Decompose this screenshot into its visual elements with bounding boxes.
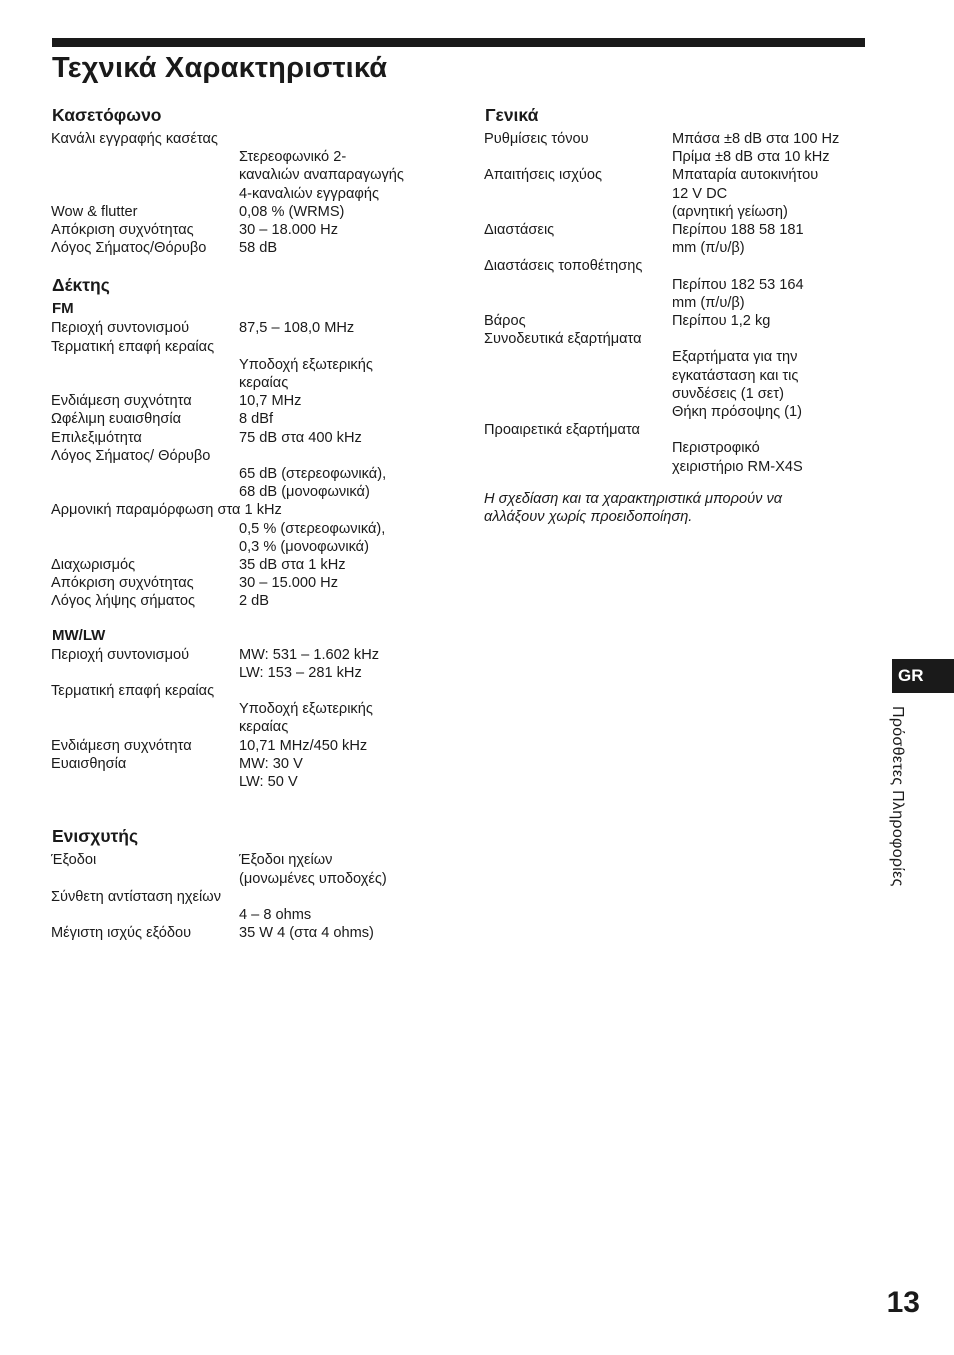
spec-value: 0,5 % (στερεοφωνικά), 0,3 % (μονοφωνικά) <box>239 520 386 555</box>
spec-label: Βάρος <box>484 313 526 330</box>
spec-value: Περιστροφικό χειριστήριο RM-X4S <box>672 440 803 475</box>
spec-label: Κανάλι εγγραφής κασέτας <box>51 131 218 147</box>
spec-value: 10,71 MHz/450 kHz <box>239 737 368 754</box>
spec-value: 2 dB <box>239 593 270 610</box>
spec-row <box>51 888 451 906</box>
spec-row <box>51 239 451 257</box>
spec-value: Μπάσα ±8 dB στα 100 Hz Πρίμα ±8 dB στα 10 kHz <box>672 131 840 166</box>
spec-label: Περιοχή συντονισμού <box>51 320 190 337</box>
spec-row <box>484 439 874 475</box>
spec-row <box>51 520 451 556</box>
spec-label: Διαστάσεις <box>484 222 555 239</box>
spec-row <box>484 348 874 421</box>
spec-row <box>484 421 874 439</box>
spec-label: Τερματική επαφή κεραίας <box>51 338 215 355</box>
language-tab: GR <box>892 659 954 693</box>
spec-value: Εξαρτήματα για την εγκατάσταση και τις συνδέσεις (1 σετ) Θήκη πρόσοψης (1) <box>672 349 802 421</box>
spec-row <box>51 130 451 148</box>
spec-value: Υποδοχή εξωτερικής κεραίας <box>239 356 373 392</box>
spec-value: MW: 30 V LW: 50 V <box>239 755 303 791</box>
spec-label: Έξοδοι <box>51 852 97 869</box>
spec-label: Επιλεξιμότητα <box>51 429 142 446</box>
spec-label: Σύνθετη αντίσταση ηχείων <box>51 888 221 905</box>
tuner-section <box>51 274 451 791</box>
spec-row <box>51 148 451 203</box>
spec-row <box>51 410 451 428</box>
spec-row <box>51 338 451 356</box>
spec-label: Ευαισθησία <box>51 755 127 772</box>
spec-label: Μέγιστη ισχύς εξόδου <box>51 925 192 942</box>
spec-value: MW: 531 – 1.602 kHz LW: 153 – 281 kHz <box>239 646 380 681</box>
spec-label: Τερματική επαφή κεραίας <box>51 683 215 700</box>
spec-row <box>51 737 451 755</box>
spec-row <box>484 221 874 257</box>
spec-value: Περίπου 188 58 181 mm (π/υ/β) <box>672 222 804 257</box>
spec-label: Απόκριση συχνότητας <box>51 222 194 239</box>
spec-row <box>484 276 874 312</box>
spec-row <box>484 330 874 348</box>
spec-value: 65 dB (στερεοφωνικά), 68 dB (μονοφωνικά) <box>239 466 387 501</box>
spec-row <box>51 392 451 410</box>
spec-label: Ωφέλιμη ευαισθησία <box>51 411 182 428</box>
spec-value: 35 dB στα 1 kHz <box>239 557 346 574</box>
header-rule <box>52 38 865 47</box>
spec-label: Προαιρετικά εξαρτήματα <box>484 422 640 439</box>
spec-label: Περιοχή συντονισμού <box>51 646 190 663</box>
spec-label: Ρυθμίσεις τόνου <box>484 131 589 147</box>
spec-row <box>51 646 451 682</box>
spec-row <box>51 429 451 447</box>
left-column <box>51 104 451 942</box>
amplifier-section <box>51 825 451 942</box>
spec-label: Ενδιάμεση συχνότητα <box>51 393 192 410</box>
spec-row <box>51 203 451 221</box>
cassette-title: Κασετόφωνο <box>52 105 162 125</box>
spec-row <box>51 221 451 239</box>
spec-row <box>51 906 451 924</box>
spec-value: 0,08 % (WRMS) <box>239 203 345 220</box>
spec-label: Αρμονική παραμόρφωση στα 1 kHz <box>51 502 282 519</box>
spec-row <box>51 755 451 791</box>
spec-value: 75 dB στα 400 kHz <box>239 429 362 446</box>
spec-row <box>51 501 451 519</box>
spec-label: Συνοδευτικά εξαρτήματα <box>484 331 642 348</box>
spec-row <box>484 312 874 330</box>
page-title: Τεχνικά Χαρακτηριστικά <box>52 52 388 84</box>
spec-row <box>51 447 451 465</box>
spec-row <box>51 682 451 700</box>
spec-label: Ενδιάμεση συχνότητα <box>51 737 192 754</box>
fm-title: FM <box>52 300 74 318</box>
spec-value: Μπαταρία αυτοκινήτου 12 V DC (αρνητική γείωση) <box>672 167 819 220</box>
spec-value: 30 – 15.000 Hz <box>239 575 338 592</box>
spec-row <box>51 592 451 610</box>
spec-row <box>51 556 451 574</box>
spec-row <box>484 257 874 275</box>
spec-value: Έξοδοι ηχείων (μονωμένες υποδοχές) <box>239 852 387 887</box>
spec-value: Περίπου 1,2 kg <box>672 313 771 330</box>
spec-value: 10,7 MHz <box>239 393 302 410</box>
amplifier-title: Ενισχυτής <box>52 826 139 847</box>
spec-label: Απαιτήσεις ισχύος <box>484 167 603 184</box>
spec-value: Στερεοφωνικό 2- καναλιών αναπαραγωγής 4-καναλιών εγγραφής <box>239 149 404 202</box>
tuner-title: Δέκτης <box>52 275 110 296</box>
right-column <box>484 104 874 527</box>
spec-row <box>51 356 451 392</box>
spec-label: Διαστάσεις τοποθέτησης <box>484 258 643 275</box>
spec-row <box>51 319 451 337</box>
spec-row <box>51 574 451 592</box>
spec-label: Λόγος λήψης σήματος <box>51 593 196 610</box>
spec-value: 87,5 – 108,0 MHz <box>239 320 355 337</box>
spec-value: 30 – 18.000 Hz <box>239 222 338 239</box>
spec-label: Απόκριση συχνότητας <box>51 575 194 592</box>
spec-value: Περίπου 182 53 164 mm (π/υ/β) <box>672 276 804 311</box>
spec-row <box>51 700 451 736</box>
spec-row <box>484 166 874 221</box>
spec-label: Λόγος Σήματος/ Θόρυβο <box>51 447 211 464</box>
spec-label: Διαχωρισμός <box>51 557 136 574</box>
general-title: Γενικά <box>485 105 539 125</box>
cassette-section <box>51 104 451 257</box>
spec-value: 58 dB <box>239 240 278 257</box>
spec-row <box>51 465 451 501</box>
mwlw-title: MW/LW <box>52 626 106 644</box>
spec-value: Υποδοχή εξωτερικής κεραίας <box>239 701 373 736</box>
section-side-label: Πρόσθετες Πληροφορίες <box>889 706 906 887</box>
spec-row <box>51 924 451 942</box>
disclaimer-note: Η σχεδίαση και τα χαρακτηριστικά μπορούν να αλλάξουν χωρίς προειδοποίηση. <box>484 490 783 526</box>
spec-label: Λόγος Σήματος/Θόρυβο <box>51 240 207 257</box>
general-section <box>484 104 874 527</box>
spec-row <box>484 130 874 166</box>
spec-label: Wow & flutter <box>51 203 138 220</box>
spec-value: 35 W 4 (στα 4 ohms) <box>239 925 374 942</box>
page-number: 13 <box>886 1286 920 1319</box>
spec-value: 8 dBf <box>239 411 274 428</box>
spec-row <box>51 851 451 887</box>
spec-value: 4 – 8 ohms <box>239 906 312 923</box>
